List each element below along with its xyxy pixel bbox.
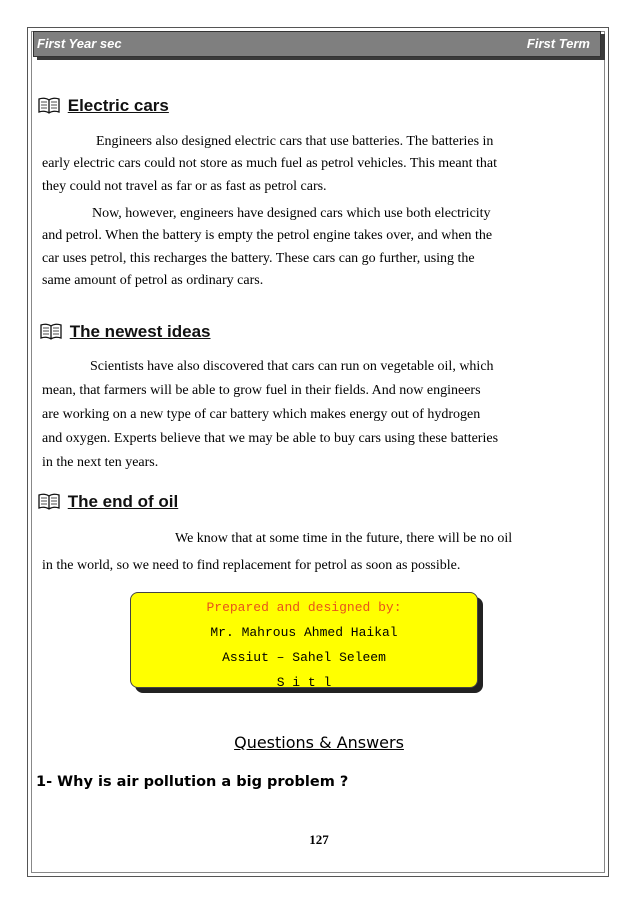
heading-text: Electric cars (67, 96, 169, 115)
callout-prepared-by: Prepared and designed by: (206, 600, 402, 615)
text-line: mean, that farmers will be able to grow fuel in their fields. And now engineers (42, 383, 481, 398)
text-line: are working on a new type of car battery which makes energy out of hydrogen (42, 407, 481, 422)
paragraph-electric-2 (42, 203, 492, 292)
text-line: same amount of petrol as ordinary cars. (42, 272, 264, 288)
text-line: car uses petrol, this recharges the battery. These cars can go further, using the (42, 250, 475, 266)
question-1: 1- Why is air pollution a big problem ? (36, 774, 349, 790)
text-line: in the next ten years. (42, 455, 159, 470)
author-callout-box (130, 592, 478, 688)
text-line: Now, however, engineers have designed cars which use both electricity (92, 206, 491, 221)
callout-author-name: Mr. Mahrous Ahmed Haikal (210, 625, 398, 640)
heading-newest-ideas (40, 322, 211, 342)
heading-text: The newest ideas (69, 322, 211, 341)
heading-electric-cars (38, 96, 169, 116)
paragraph-newest-ideas (42, 355, 498, 475)
callout-location: Assiut – Sahel Seleem (222, 650, 386, 665)
text-line: We know that at some time in the future, there will be no oil (175, 531, 513, 546)
heading-end-of-oil (38, 492, 178, 512)
questions-answers-title: Questions & Answers (234, 733, 404, 752)
text-line: they could not travel as far or as fast as petrol cars. (42, 178, 327, 194)
header-bar (33, 31, 601, 57)
header-year: First Year sec (37, 36, 122, 51)
header-term: First Term (526, 36, 590, 51)
text-line: and oxygen. Experts believe that we may be able to buy cars using these batteries (42, 431, 499, 446)
text-line: in the world, so we need to find replacement for petrol as soon as possible. (42, 558, 461, 573)
text-line: early electric cars could not store as much fuel as petrol vehicles. This meant that (42, 156, 497, 172)
heading-text: The end of oil (67, 492, 179, 511)
text-line: Scientists have also discovered that cars can run on vegetable oil, which (90, 359, 494, 374)
text-line: Engineers also designed electric cars that use batteries. The batteries in (96, 134, 494, 149)
open-book-icon (38, 492, 65, 511)
open-book-icon (40, 322, 67, 341)
paragraph-end-of-oil (42, 525, 512, 579)
open-book-icon (38, 96, 65, 115)
text-line: and petrol. When the battery is empty the petrol engine takes over, and when the (42, 228, 493, 244)
paragraph-electric-1 (42, 131, 497, 198)
page-number: 127 (309, 832, 329, 847)
callout-cut-line: S i t l (276, 675, 332, 688)
